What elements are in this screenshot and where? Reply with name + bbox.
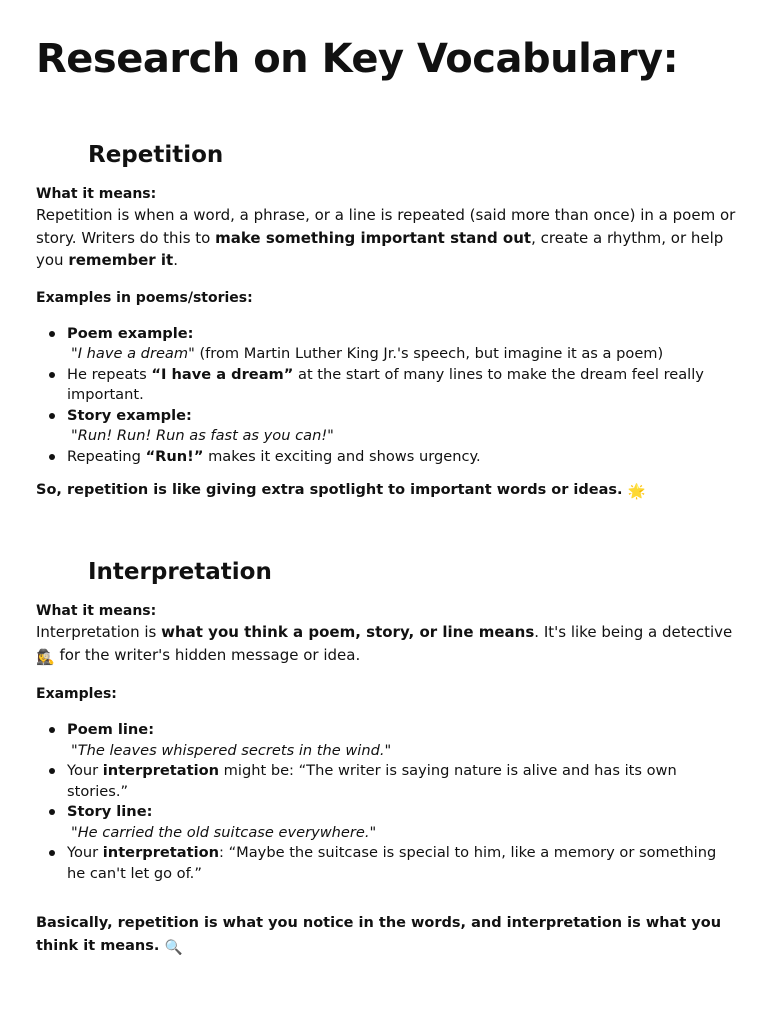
bullet-text: Repeating (67, 447, 146, 465)
closing-summary (36, 912, 736, 960)
repetition-examples-label: Examples in poems/stories: (36, 289, 253, 306)
repetition-heading: Repetition (88, 142, 224, 168)
repetition-summary-text: So, repetition is like giving extra spotlight to important words or ideas. (36, 482, 628, 498)
interpretation-examples-label: Examples: (36, 686, 117, 702)
bullet-text: : “Maybe the suitcase is special to him, like a memory or something he can't let go of.” (67, 844, 717, 882)
bullet-text: makes it exciting and shows urgency. (203, 447, 481, 465)
poem-example-label: Poem example: (67, 324, 194, 342)
poem-quote-text: "I have a dream" (71, 345, 195, 362)
bullet-bold: interpretation (102, 844, 220, 861)
repetition-what-label: What it means: (36, 186, 157, 202)
list-item (36, 406, 736, 447)
page-title: Research on Key Vocabulary: (36, 36, 679, 82)
bullet-text: Your (67, 844, 103, 861)
list-item (36, 761, 736, 802)
bullet-bold: “Run!” (145, 447, 204, 465)
bullet-bold: “I have a dream” (151, 365, 294, 383)
interp-def-bold: what you think a poem, story, or line means (161, 623, 535, 641)
repetition-def-text-3: . (173, 251, 178, 269)
repetition-def-bold-1: make something important stand out (215, 228, 532, 247)
interpretation-examples-list (36, 720, 736, 884)
bullet-text: might be: “The writer is saying nature is alive and has its own stories.” (67, 762, 677, 800)
repetition-examples-list (36, 324, 736, 468)
detective-icon: 🕵️‍♀️ (36, 647, 55, 666)
interpretation-definition (36, 621, 736, 668)
bullet-text: He repeats (67, 365, 152, 383)
interp-def-text-1: Interpretation is (36, 623, 162, 641)
bullet-text: Your (67, 762, 103, 779)
poem-line-quote: "The leaves whispered secrets in the wind." (71, 741, 392, 759)
star-icon: 🌟 (627, 484, 646, 500)
closing-summary-text: Basically, repetition is what you notice in the words, and interpretation is what you think it means. (36, 915, 722, 954)
repetition-definition (36, 204, 736, 272)
repetition-def-bold-2: remember it (68, 251, 174, 269)
repetition-summary (36, 479, 736, 504)
interpretation-heading: Interpretation (88, 559, 272, 585)
interpretation-what-label: What it means: (36, 603, 157, 619)
list-item (36, 802, 736, 843)
poem-example-quote (67, 344, 736, 365)
list-item (36, 365, 736, 406)
interp-def-text-3: for the writer's hidden message or idea. (54, 645, 361, 664)
poem-quote-note: (from Martin Luther King Jr.'s speech, but imagine it as a poem) (194, 345, 664, 362)
story-line-quote: "He carried the old suitcase everywhere." (71, 823, 377, 841)
story-example-label: Story example: (67, 406, 192, 424)
bullet-bold: interpretation (102, 762, 220, 779)
poem-line-label: Poem line: (67, 721, 155, 738)
bullet-text: at the start of many lines to make the dream feel really important. (67, 365, 704, 403)
interp-def-text-2: . It's like being a detective (534, 623, 733, 641)
list-item (36, 447, 736, 468)
story-line-label: Story line: (67, 803, 153, 820)
list-item (36, 843, 736, 884)
repetition-section (36, 140, 736, 504)
interpretation-section (36, 557, 736, 884)
repetition-def-text-1: Repetition is when a word, a phrase, or a line is repeated (said more than once) in a poem or story. Writers do this to (36, 206, 736, 247)
list-item (36, 720, 736, 761)
story-example-quote: "Run! Run! Run as fast as you can!" (71, 427, 334, 444)
magnifier-icon: 🔍 (164, 940, 183, 956)
list-item (36, 324, 736, 365)
repetition-def-text-2: , create a rhythm, or help you (36, 228, 724, 269)
